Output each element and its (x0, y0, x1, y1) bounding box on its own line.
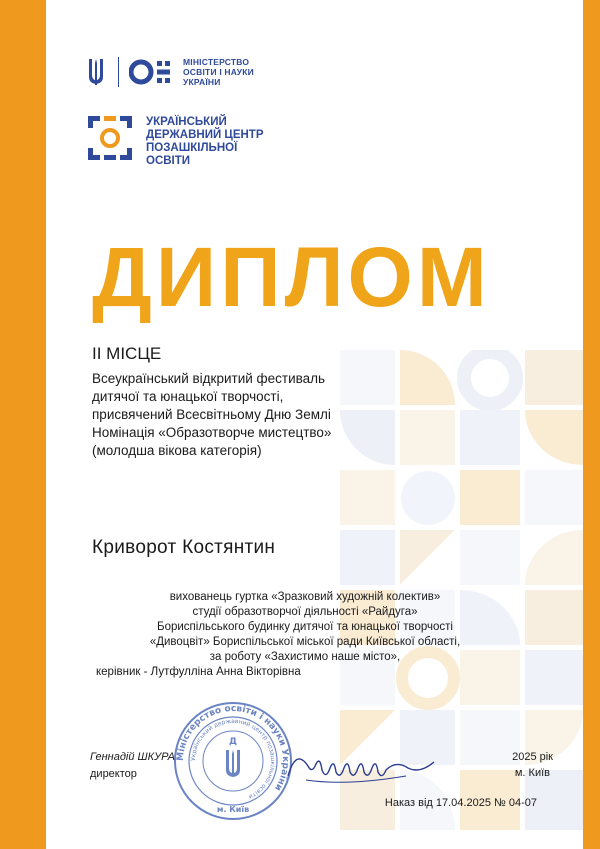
order-reference: Наказ від 17.04.2025 № 04-07 (384, 797, 537, 809)
stamp-city: м. Київ (216, 805, 250, 814)
official-stamp (172, 700, 294, 822)
ministry-line-1: МІНІСТЕРСТВО (183, 57, 250, 67)
center-line-3: ПОЗАШКІЛЬНОЇ (146, 142, 238, 154)
center-header (86, 114, 264, 168)
student-name: Криворот Костянтин (92, 537, 276, 558)
festival-line: дитячої та юнацької творчості, (92, 389, 284, 404)
ministry-line-2: ОСВІТИ І НАУКИ (183, 67, 254, 77)
festival-category: (молодша вікова категорія) (92, 443, 262, 458)
center-line-1: УКРАЇНСЬКИЙ (146, 116, 227, 128)
stamp-outer-text: Міністерство освіти і науки України (175, 703, 291, 793)
stamp-letter: Д (228, 737, 238, 747)
festival-nomination: Номінація «Образотворче мистецтво» (92, 425, 332, 440)
ministry-logo-icon (129, 56, 177, 88)
center-logo-icon (86, 114, 134, 162)
center-name (146, 116, 264, 168)
festival-description (92, 370, 392, 460)
stamp-inner-text: Український державний центр позашкільної освіти (189, 717, 277, 801)
signer-role: директор (90, 768, 137, 780)
award-details (90, 590, 520, 680)
stamp-trident-icon (226, 750, 240, 777)
details-line: Бориспільського будинку дитячої та юнацької творчості (157, 621, 453, 633)
details-supervisor: керівник - Лутфулліна Анна Вікторівна (96, 666, 301, 678)
ministry-name (183, 57, 254, 87)
center-line-4: ОСВІТИ (146, 155, 191, 167)
signer-name: Геннадій ШКУРА (90, 751, 175, 763)
place-label: ІІ МІСЦЕ (92, 344, 162, 363)
festival-line: присвячений Всесвітньому Дню Землі (92, 407, 331, 422)
details-line: вихованець гуртка «Зразковий художній колектив» (169, 591, 441, 603)
ministry-line-3: УКРАЇНИ (183, 77, 221, 87)
ministry-header (86, 52, 254, 92)
details-line: за роботу «Захистимо наше місто», (209, 651, 401, 663)
details-line: студії образотворчої діяльності «Райдуга» (192, 606, 418, 618)
right-accent-bar (583, 0, 600, 849)
issue-city: м. Київ (514, 767, 550, 779)
header-separator (118, 57, 119, 87)
festival-line: Всеукраїнський відкритий фестиваль (92, 371, 326, 386)
diploma-title: ДИПЛОМ (92, 230, 491, 324)
center-line-2: ДЕРЖАВНИЙ ЦЕНТР (146, 129, 264, 141)
issue-year: 2025 рік (512, 751, 553, 763)
left-accent-bar (0, 0, 46, 849)
trident-icon (86, 57, 106, 87)
signature-icon (286, 746, 436, 790)
details-line: «Дивоцвіт» Бориспільської міської ради Київської області, (149, 636, 461, 648)
